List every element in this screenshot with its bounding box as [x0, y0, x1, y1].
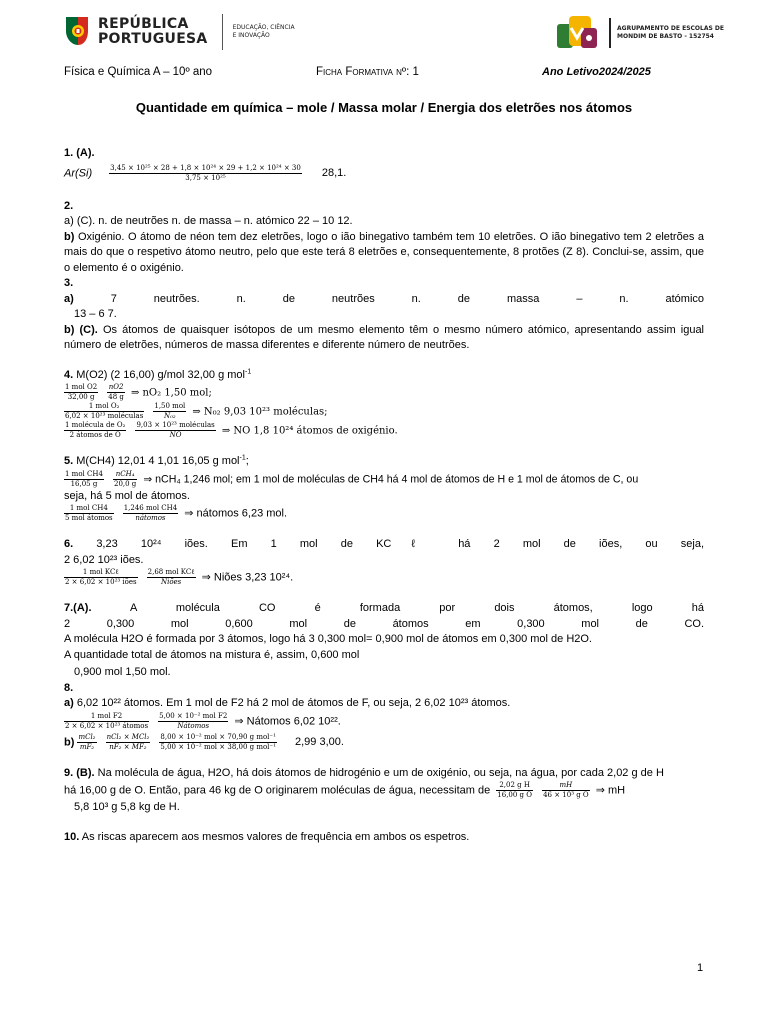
answers-content: [64, 146, 704, 845]
header-divider: [222, 14, 223, 50]
q8-fd-den: nF₂ × MF₂: [109, 742, 147, 751]
q7-label: 7.(A).: [64, 602, 92, 614]
portuguesa-line: PORTUGUESA: [98, 31, 208, 47]
q2-b: [64, 230, 704, 277]
q10-label: 10.: [64, 830, 80, 843]
q5-f1b-num: nCH₄: [113, 470, 137, 480]
q4-f3a-den: 2 átomos de O: [69, 431, 121, 439]
q8-fe-num: 8,00 × 10⁻² mol × 70,90 g mol⁻¹: [160, 732, 276, 741]
q9-frac-a: [496, 781, 533, 800]
q8-b: [64, 733, 704, 752]
q6-fb-den: Niões: [160, 578, 182, 586]
q6-fb-num: 2,68 mol KCℓ: [147, 568, 195, 576]
school-year-label: Ano Letivo2024/2025: [542, 66, 651, 78]
republica-header: [64, 14, 295, 50]
q4-result-3: ⇒ NO 1,8 10²⁴ átomos de oxigénio.: [221, 425, 398, 437]
q7b-word: 2: [64, 617, 71, 630]
q8-result-a: ⇒ Nátomos 6,02 10²².: [234, 714, 341, 727]
q4-line2: [64, 383, 704, 402]
q5-f2a-den: 5 mol átomos: [65, 514, 113, 522]
q7b-word: 0,300: [106, 617, 135, 630]
q5-molar-mass: M(CH4) 12,01 4 1,01 16,05 g mol: [76, 455, 240, 467]
q9-fa-num: 2,02 g H: [496, 781, 533, 791]
q2-b-text: Oxigénio. O átomo de néon tem dez eletrões, logo o ião binegativo também tem 10 eletrões. O ião binegativo tem 2 eletrões a mais do que o respetivo átomo neutro, pelo que este terá 8 eletrões e, consequentemente, 8 protões (Z 8). Conclui-se, assim, que o elemento é o oxigénio.: [64, 230, 704, 274]
q7b-word: mol: [289, 617, 308, 630]
q7a-word: A: [130, 602, 137, 614]
q4-frac-2b: [153, 402, 186, 421]
q6a-word: 3,23: [96, 538, 118, 550]
q4-f1a-den: 32,00 g: [67, 393, 95, 401]
q7a-word: dois: [494, 602, 515, 614]
q3-a-line1: [64, 292, 704, 308]
q7b-word: de: [635, 617, 648, 630]
q3-b-lead: b) (C).: [64, 323, 98, 336]
q1-denominator: 3,75 × 10²⁵: [185, 173, 226, 182]
q7a-word: formada: [359, 602, 401, 614]
school-name: [617, 25, 724, 41]
q4-frac-2a: [64, 402, 144, 421]
q3a-word: neutrões: [331, 292, 375, 305]
q4-line3: [64, 402, 704, 421]
q7a-word: CO: [258, 602, 276, 614]
q4-frac-1b: [107, 383, 125, 402]
q6a-word: iões,: [599, 538, 623, 550]
school-line-1: AGRUPAMENTO DE ESCOLAS DE: [617, 25, 724, 32]
q3a-word: de: [457, 292, 471, 305]
ministry-line-2: E INOVAÇÃO: [232, 32, 270, 39]
q4-f1a-num: 1 mol O2: [65, 383, 98, 391]
q7b-word: de: [343, 617, 356, 630]
q5-line1: [64, 454, 704, 470]
q7b-word: 0,600: [225, 617, 253, 630]
q8-fc-num: mCl₂: [78, 732, 96, 741]
q1-numerator: 3,45 × 10²⁵ × 28 + 1,8 × 10²⁴ × 29 + 1,2 × 10²⁴ × 30: [110, 163, 301, 172]
q9-fb-den: 46 × 10³ g O: [543, 791, 589, 799]
q7-line3: A molécula H2O é formada por 3 átomos, logo há 3 0,300 mol= 0,900 mol de átomos em 0,300 mol de H2O.: [64, 633, 592, 645]
q5-frac-2b: [123, 504, 179, 523]
q8-a-lead: a): [64, 697, 74, 709]
q3a-word: 7: [110, 292, 117, 305]
q6-label: 6.: [64, 538, 74, 550]
q7b-word: 0,300: [517, 617, 545, 630]
q6-line3: [64, 568, 704, 587]
q8-result-b: 2,99 3,00.: [295, 735, 344, 748]
q4-label: 4.: [64, 368, 74, 381]
q6-frac-b: [147, 568, 196, 587]
q8-fa-num: 1 mol F2: [64, 712, 149, 722]
republica-line: REPÚBLICA: [98, 16, 189, 32]
q9-line3: 5,8 10³ g 5,8 kg de H.: [74, 801, 180, 813]
q3a-word: n.: [619, 292, 629, 305]
q7a-word: logo: [631, 602, 653, 614]
q9-line1: [64, 766, 704, 782]
q3-b: [64, 323, 704, 354]
q1-result: 28,1.: [321, 166, 347, 179]
sheet-label: Ficha Formativa nº: 1: [316, 66, 419, 78]
q3a-word: –: [576, 292, 583, 305]
q4-frac-3b: [135, 421, 215, 440]
q3a-word: n.: [236, 292, 246, 305]
q5-line2: [64, 470, 704, 489]
q8-frac-e: [159, 733, 277, 752]
q6a-word: há: [458, 538, 471, 550]
q5-result-2: ⇒ nátomos 6,23 mol.: [184, 507, 288, 520]
q7a-word: átomos,: [553, 602, 593, 614]
q6a-word: mol: [299, 538, 318, 550]
q6-fa-den: 2 × 6,02 × 10²³ iões: [65, 578, 137, 586]
q5-frac-2a: [64, 504, 114, 523]
q10: [64, 830, 704, 846]
q7-line1: [64, 601, 704, 617]
subject-label: Física e Química A – 10º ano: [64, 66, 213, 78]
q5-result-1: ⇒ nCH₄ 1,246 mol; em 1 mol de moléculas de CH4 há 4 mol de átomos de H e 1 mol de átomos de C, ou: [143, 472, 639, 485]
q4-f1b-den: 48 g: [108, 393, 124, 401]
q5-f1b-den: 20,0 g: [113, 479, 137, 488]
q5-label: 5.: [64, 455, 74, 467]
q6a-word: seja,: [680, 538, 705, 550]
q3a-word: de: [282, 292, 295, 305]
q3-b-text: Os átomos de quaisquer isótopos de um mesmo elemento têm o mesmo número atómico, apresentando assim igual número de eletrões, números de massa diferentes e diferente número de neutrões.: [64, 323, 705, 351]
q5-line4: [64, 504, 704, 523]
q8-fe-den: 5,00 × 10⁻² mol × 38,00 g mol⁻¹: [160, 742, 276, 751]
q7-line4: A quantidade total de átomos na mistura é, assim, 0,600 mol: [64, 648, 360, 661]
q6a-word: mol: [522, 538, 541, 550]
q5-line1-end: ;: [245, 455, 249, 467]
school-header: [555, 14, 724, 52]
q4-f2b-num: 1,50 mol: [154, 402, 186, 410]
q6a-word: de: [340, 538, 353, 550]
q6a-word: ou: [645, 538, 658, 550]
q3-a-line2: 13 – 6 7.: [74, 308, 117, 320]
q9-text-3: ⇒ mH: [595, 784, 626, 797]
q8-label: 8.: [64, 681, 74, 694]
q3a-word: massa: [506, 292, 540, 305]
page-title: Quantidade em química – mole / Massa molar / Energia dos eletrões nos átomos: [135, 100, 633, 115]
q6a-word: 10²⁴: [140, 538, 162, 550]
q6a-word: Em: [230, 538, 248, 550]
q4-f2a-den: 6,02 × 10²³ moléculas: [65, 412, 144, 420]
q6a-word: 1: [270, 538, 277, 550]
q7-line2: [64, 617, 704, 633]
q3-a-lead: a): [64, 292, 74, 305]
q7b-word: mol: [170, 617, 189, 630]
q6-line1: [64, 537, 704, 553]
q4-f3b-num: 9,03 × 10²³ moléculas: [136, 421, 215, 429]
q4-result-2: ⇒ N₀₂ 9,03 10²³ moléculas;: [192, 406, 328, 418]
q4-frac-3a: [64, 421, 126, 440]
q1-formula: [64, 164, 704, 183]
q4-f2b-den: N₀₂: [163, 412, 176, 420]
q6-result: ⇒ Niões 3,23 10²⁴.: [201, 571, 294, 584]
q9-text-1: Na molécula de água, H2O, há dois átomos de hidrogénio e um de oxigénio, ou seja, na água, por cada 2,02 g de H: [97, 766, 664, 779]
q7a-word: por: [439, 602, 456, 614]
q8-fa-den: 2 × 6,02 × 10²³ átomos: [65, 721, 149, 730]
q9-label: 9. (B).: [64, 766, 95, 779]
q8-b-lead: b): [64, 735, 75, 748]
q4-molar-mass: M(O2) (2 16,00) g/mol 32,00 g mol: [76, 368, 245, 381]
ministry-line-1: EDUCAÇÃO, CIÊNCIA: [232, 24, 295, 31]
q5-sup: -1: [239, 454, 246, 462]
q2-a-text: a) (C). n. de neutrões n. de massa – n. atómico 22 – 10 12.: [64, 215, 353, 227]
q8-frac-a: [64, 712, 149, 731]
q8-frac-b: [158, 712, 228, 731]
q5-frac-1a: [64, 470, 104, 489]
school-divider: [609, 18, 611, 48]
page-number: 1: [697, 962, 704, 974]
q7a-word: é: [314, 602, 321, 614]
q4-f3a-num: 1 molécula de O₂: [65, 421, 126, 429]
q6a-word: de: [563, 538, 576, 550]
q3-label: 3.: [64, 277, 74, 289]
q1-label: 1. (A).: [64, 147, 95, 159]
q5-frac-1b: [113, 470, 137, 489]
q5-f1a-den: 16,05 g: [70, 479, 98, 488]
q7b-word: em: [465, 617, 481, 630]
q4-f2a-num: 1 mol O₂: [64, 402, 144, 412]
q9-line2: [64, 781, 704, 800]
q9-frac-b: [542, 781, 590, 800]
q2-a: [64, 214, 704, 230]
q8-fc-den: mF₂: [79, 742, 95, 751]
q4-result-1: ⇒ nO₂ 1,50 mol;: [130, 387, 212, 399]
q4-line4: [64, 421, 704, 440]
q5-f1a-num: 1 mol CH4: [65, 469, 103, 478]
q6-line2: 2 6,02 10²³ iões.: [64, 553, 144, 566]
q8-a-text: 6,02 10²² átomos. Em 1 mol de F2 há 2 mol de átomos de F, ou seja, 2 6,02 10²³ átomos.: [76, 697, 511, 709]
q8-fb-num: 5,00 × 10⁻² mol F2: [159, 711, 228, 720]
q3a-word: n.: [411, 292, 421, 305]
q6-fa-num: 1 mol KCℓ: [64, 568, 138, 578]
q7a-word: molécula: [175, 602, 220, 614]
school-line-2: MONDIM DE BASTO - 152754: [617, 33, 714, 40]
q6a-word: KCℓ: [376, 538, 436, 550]
q7a-word: há: [691, 602, 705, 614]
q2-label: 2.: [64, 199, 74, 212]
q5-f2a-num: 1 mol CH4: [64, 504, 114, 514]
q8-frac-c: [77, 733, 96, 752]
q4-frac-1a: [64, 383, 98, 402]
q4-line1: [64, 368, 704, 384]
q8-a: [64, 696, 704, 712]
q7b-word: átomos: [392, 617, 429, 630]
q3a-word: neutrões.: [153, 292, 200, 305]
q1-ar-label: Ar(Si): [64, 166, 93, 179]
q6-frac-a: [64, 568, 138, 587]
q9-fa-den: 16,00 g O: [497, 791, 532, 799]
q7-line5: 0,900 mol 1,50 mol.: [74, 666, 171, 678]
q3a-word: atómico: [665, 292, 705, 305]
q9-fb-num: mH: [542, 781, 590, 791]
q8-fd-num: nCl₂ × MCl₂: [106, 732, 150, 741]
q1-fraction: [109, 164, 302, 183]
republica-portuguesa-text: [98, 17, 208, 47]
q7b-word: CO.: [684, 617, 705, 630]
q4-f3b-den: NO: [169, 431, 182, 439]
q8-frac-d: [106, 733, 151, 752]
q8-a-fracs: [64, 712, 704, 731]
q4-sup: -1: [245, 367, 252, 375]
q7b-word: mol: [581, 617, 600, 630]
q9-text-2: há 16,00 g de O. Então, para 46 kg de O originarem moléculas de água, necessitam de: [64, 784, 491, 797]
q2-b-lead: b): [64, 230, 75, 243]
q5-f2b-den: nátomos: [135, 514, 166, 522]
q6a-word: iões.: [184, 538, 208, 550]
q4-f1b-num: nO2: [108, 383, 124, 391]
q8-fb-den: Nátomos: [177, 721, 210, 730]
ministry-text: [233, 24, 295, 40]
portuguese-flag-emblem-icon: [64, 15, 90, 49]
q6a-word: 2: [493, 538, 500, 550]
school-logo-icon: [555, 14, 601, 52]
q5-line3: seja, há 5 mol de átomos.: [64, 489, 190, 502]
q5-f2b-num: 1,246 mol CH4: [123, 504, 178, 512]
q10-text: As riscas aparecem aos mesmos valores de frequência em ambos os espetros.: [81, 830, 470, 843]
